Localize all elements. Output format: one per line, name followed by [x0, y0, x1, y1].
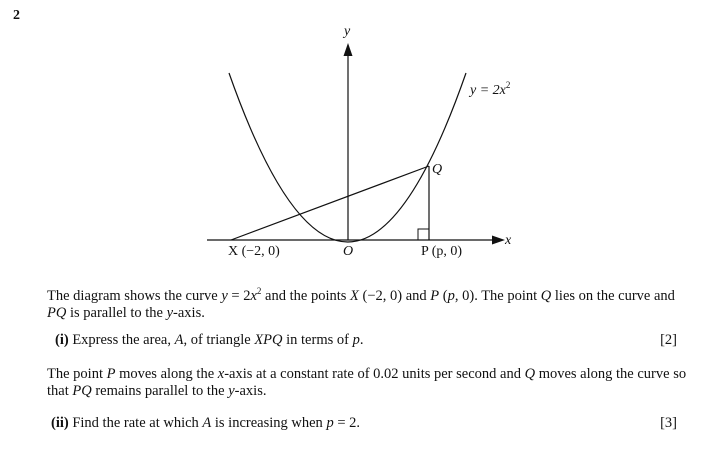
part-i — [55, 332, 677, 349]
part-ii-label: (ii) — [51, 415, 69, 431]
x-axis-arrow — [492, 236, 505, 245]
x-axis-label: x — [505, 233, 512, 248]
curve-label: $y = 2x^2$ — [470, 80, 511, 98]
point-q-label: Q — [432, 162, 443, 177]
y-axis-arrow — [344, 43, 353, 56]
part-ii — [51, 415, 677, 432]
y-axis-label: y — [344, 24, 351, 39]
part-ii-marks: [3] — [660, 415, 677, 431]
segment-xq — [231, 166, 429, 240]
point-p-label: P (p, 0) — [421, 244, 463, 259]
part-ii-text: (ii) Find the rate at which A is increasing when p = 2. — [51, 415, 360, 431]
intro-paragraph: The diagram shows the curve $y = 2x^2$ and the points X (−2, 0) and P (p, 0). The point Q lies on the curve and PQ is parallel to the y-axis. — [47, 286, 675, 321]
right-angle-marker — [418, 229, 429, 240]
question-number: 2 — [13, 8, 20, 23]
part-i-label: (i) — [55, 332, 69, 348]
part-i-text: (i) Express the area, A, of triangle XPQ in terms of p. — [55, 332, 364, 348]
point-o-label: O — [343, 244, 354, 259]
point-x-label: X (−2, 0) — [228, 244, 280, 259]
middle-paragraph: The point P moves along the x-axis at a constant rate of 0.02 units per second and Q moves along the curve so that PQ remains parallel to the y-axis. — [47, 366, 687, 399]
part-i-marks: [2] — [660, 332, 677, 348]
